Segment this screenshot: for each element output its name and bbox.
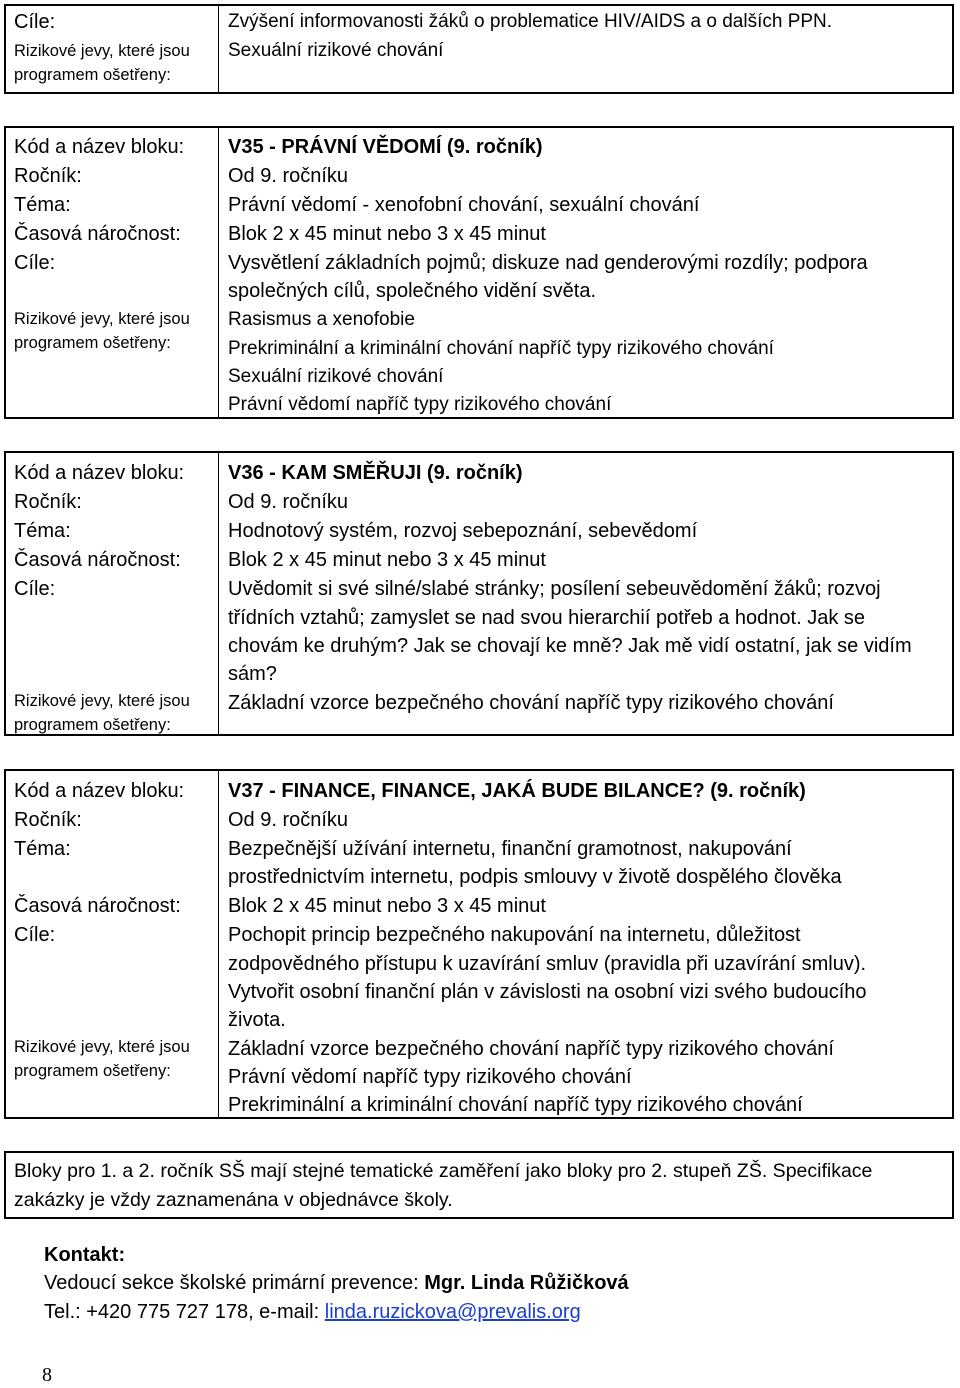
- grade-value: Od 9. ročníku: [228, 491, 349, 513]
- risk-value: Sexuální rizikové chování: [228, 366, 444, 387]
- note-box: [4, 1151, 954, 1219]
- risk-label-line1: Rizikové jevy, které jsou: [14, 692, 190, 710]
- goal-value: Zvýšení informovanosti žáků o problematice HIV/AIDS a o dalších PPN.: [228, 11, 833, 32]
- risk-label-line1: Rizikové jevy, které jsou: [14, 42, 190, 60]
- contact-head: [44, 1269, 629, 1298]
- goals-value: Pochopit princip bezpečného nakupování na internetu, důležitost: [228, 924, 801, 946]
- risk-value: Základní vzorce bezpečného chování napříč typy rizikového chování: [228, 1038, 834, 1060]
- time-label: Časová náročnost:: [14, 223, 181, 245]
- topic-value: Právní vědomí - xenofobní chování, sexuální chování: [228, 194, 700, 216]
- grade-value: Od 9. ročníku: [228, 809, 349, 831]
- column-divider: [218, 453, 219, 734]
- goals-block-top: [4, 4, 954, 94]
- column-divider: [218, 771, 219, 1117]
- risk-label-line1: Rizikové jevy, které jsou: [14, 1038, 190, 1056]
- risk-value: Prekriminální a kriminální chování napříč typy rizikového chování: [228, 338, 774, 359]
- block-v35: [4, 126, 954, 419]
- goals-label: Cíle:: [14, 924, 56, 946]
- time-value: Blok 2 x 45 minut nebo 3 x 45 minut: [228, 549, 546, 571]
- note-line: Bloky pro 1. a 2. ročník SŠ mají stejné tematické zaměření jako bloky pro 2. stupeň ZŠ. Specifikace: [14, 1160, 873, 1182]
- topic-value: Hodnotový systém, rozvoj sebepoznání, sebevědomí: [228, 520, 698, 542]
- goals-value: chovám ke druhým? Jak se chovají ke mně? Jak mě vidí ostatní, jak se vidím: [228, 635, 912, 657]
- goals-label: Cíle:: [14, 578, 56, 600]
- column-divider: [218, 6, 219, 92]
- grade-label: Ročník:: [14, 165, 82, 187]
- column-divider: [218, 128, 219, 417]
- block-v37: [4, 769, 954, 1119]
- contact-head-name: Mgr. Linda Růžičková: [424, 1272, 629, 1294]
- time-value: Blok 2 x 45 minut nebo 3 x 45 minut: [228, 895, 546, 917]
- contact-tel-label: Tel.: +420 775 727 178, e-mail:: [44, 1301, 325, 1323]
- goals-value: zodpovědného přístupu k uzavírání smluv (pravidla při uzavírání smluv).: [228, 953, 867, 975]
- block-v36: [4, 451, 954, 736]
- topic-value: prostřednictvím internetu, podpis smlouvy v životě dospělého člověka: [228, 866, 842, 888]
- grade-label: Ročník:: [14, 491, 82, 513]
- goal-label: Cíle:: [14, 11, 56, 33]
- risk-value: Základní vzorce bezpečného chování napříč typy rizikového chování: [228, 692, 834, 714]
- risk-label-line2: programem ošetřeny:: [14, 716, 171, 734]
- block-code: V36 - KAM SMĚŘUJI (9. ročník): [228, 462, 523, 484]
- grade-value: Od 9. ročníku: [228, 165, 349, 187]
- goals-label: Cíle:: [14, 252, 56, 274]
- block-code: V37 - FINANCE, FINANCE, JAKÁ BUDE BILANCE? (9. ročník): [228, 780, 806, 802]
- goals-value: života.: [228, 1009, 286, 1031]
- risk-value: Sexuální rizikové chování: [228, 40, 444, 61]
- goals-value: třídních vztahů; zamyslet se nad svou hierarchií potřeb a hodnot. Jak se: [228, 607, 866, 629]
- contact-tel: [44, 1298, 581, 1327]
- risk-value: Právní vědomí napříč typy rizikového chování: [228, 1066, 632, 1088]
- note-line: zakázky je vždy zaznamenána v objednávce školy.: [14, 1189, 453, 1211]
- time-value: Blok 2 x 45 minut nebo 3 x 45 minut: [228, 223, 546, 245]
- time-label: Časová náročnost:: [14, 549, 181, 571]
- contact-head-label: Vedoucí sekce školské primární prevence:: [44, 1272, 425, 1294]
- goals-value: Uvědomit si své silné/slabé stránky; posílení sebeuvědomění žáků; rozvoj: [228, 578, 881, 600]
- code-label: Kód a název bloku:: [14, 780, 185, 802]
- goals-value: společných cílů, společného vidění světa.: [228, 280, 596, 302]
- email-link[interactable]: linda.ruzickova@prevalis.org: [324, 1301, 581, 1323]
- risk-label-line2: programem ošetřeny:: [14, 1062, 171, 1080]
- goals-value: sám?: [228, 663, 277, 685]
- grade-label: Ročník:: [14, 809, 82, 831]
- code-label: Kód a název bloku:: [14, 136, 185, 158]
- risk-label-line1: Rizikové jevy, které jsou: [14, 310, 190, 328]
- time-label: Časová náročnost:: [14, 895, 181, 917]
- topic-label: Téma:: [14, 838, 71, 860]
- risk-label-line2: programem ošetřeny:: [14, 66, 171, 84]
- risk-value: Prekriminální a kriminální chování napříč typy rizikového chování: [228, 1094, 803, 1116]
- topic-label: Téma:: [14, 194, 71, 216]
- contact-heading: Kontakt:: [44, 1244, 126, 1266]
- code-label: Kód a název bloku:: [14, 462, 185, 484]
- page-number: 8: [42, 1364, 52, 1386]
- topic-value: Bezpečnější užívání internetu, finanční gramotnost, nakupování: [228, 838, 792, 860]
- topic-label: Téma:: [14, 520, 71, 542]
- risk-value: Právní vědomí napříč typy rizikového chování: [228, 394, 612, 415]
- risk-value: Rasismus a xenofobie: [228, 309, 415, 330]
- goals-value: Vytvořit osobní finanční plán v závislosti na osobní vizi svého budoucího: [228, 981, 867, 1003]
- block-code: V35 - PRÁVNÍ VĚDOMÍ (9. ročník): [228, 136, 543, 158]
- risk-label-line2: programem ošetřeny:: [14, 334, 171, 352]
- goals-value: Vysvětlení základních pojmů; diskuze nad genderovými rozdíly; podpora: [228, 252, 868, 274]
